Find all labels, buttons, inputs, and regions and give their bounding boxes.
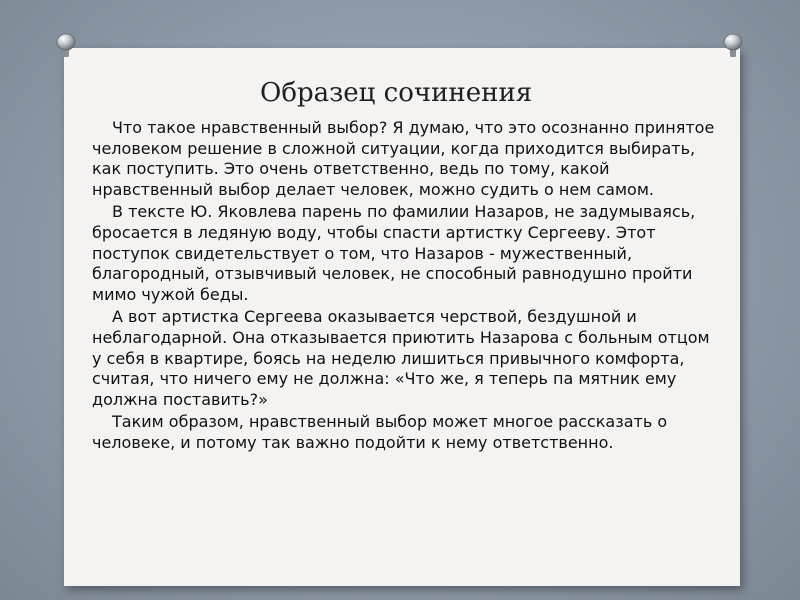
- paragraph-3: А вот артистка Сергеева оказывается черствой, бездушной и неблагодарной. Она отказывается приютить Назарова с больным отцом у себя в квартире, боясь на неделю лишиться привычного комфорта, считая, что ничего ему не должна: «Что же, я теперь па мятник ему должна поставить?»: [92, 307, 710, 409]
- slide-card: [64, 48, 740, 586]
- paragraph-2: В тексте Ю. Яковлева парень по фамилии Назаров, не задумываясь, бросается в ледяную воду, чтобы спасти артистку Сергееву. Этот поступок свидетельствует о том, что Назаров - мужественный, благородный, отзывчивый человек, не способный равнодушно пройти мимо чужой беды.: [92, 202, 696, 304]
- title-wrap: [64, 78, 740, 108]
- paragraph-4: Таким образом, нравственный выбор может многое рассказать о человеке, и потому так важно подойти к нему ответственно.: [92, 412, 668, 452]
- pushpin-icon-right: [722, 33, 744, 59]
- pushpin-icon-left: [55, 33, 77, 59]
- paragraph-1: Что такое нравственный выбор? Я думаю, что это осознанно принятое человеком решение в сложной ситуации, когда приходится выбирать, как поступить. Это очень ответственно, ведь по тому, какой нравственный выбор делает человек, можно судить о нем самом.: [92, 118, 715, 199]
- essay-body: [92, 118, 720, 456]
- slide-title: Образец сочинения: [260, 78, 533, 108]
